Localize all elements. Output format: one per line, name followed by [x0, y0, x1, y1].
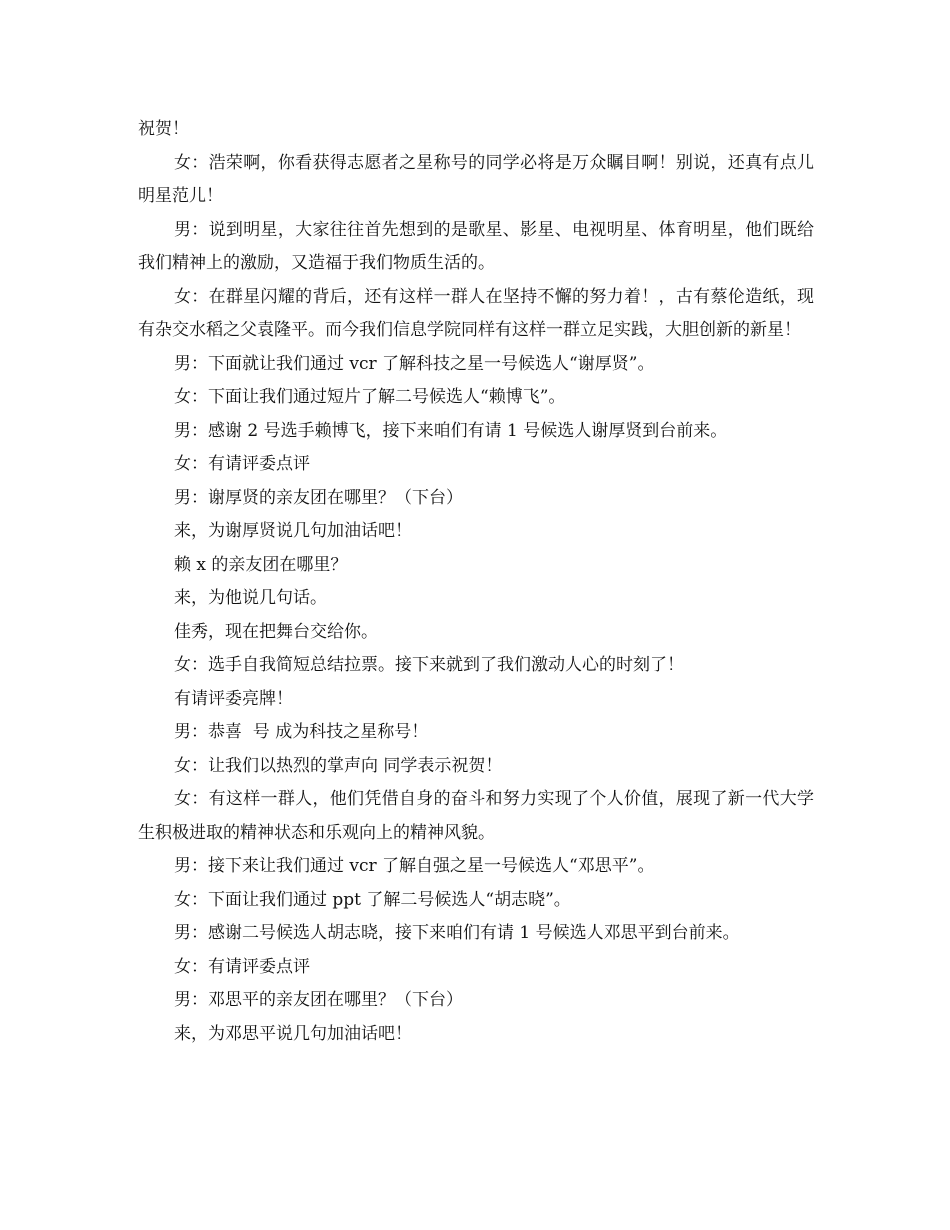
paragraph: 有请评委亮牌！: [174, 688, 293, 709]
paragraph: 男：感谢 2 号选手赖博飞，接下来咱们有请 1 号候选人谢厚贤到台前来。: [174, 420, 728, 441]
document-body: [138, 113, 814, 1051]
paragraph: 女：浩荣啊，你看获得志愿者之星称号的同学必将是万众瞩目啊！别说，还真有点儿明星范儿！: [138, 152, 814, 206]
paragraph: 来，为他说几句话。: [174, 588, 327, 608]
paragraph: 来，为邓思平说几句加油话吧！: [174, 1023, 412, 1044]
paragraph: 男：邓思平的亲友团在哪里？（下台）: [174, 990, 463, 1010]
paragraph: 男：恭喜 号 成为科技之星称号！: [174, 722, 429, 742]
paragraph: 女：下面让我们通过 ppt 了解二号候选人“胡志晓”。: [174, 889, 571, 910]
paragraph: 女：下面让我们通过短片了解二号候选人“赖博飞”。: [174, 387, 566, 407]
paragraph: 男：感谢二号候选人胡志晓，接下来咱们有请 1 号候选人邓思平到台前来。: [174, 923, 740, 943]
paragraph: 女：有请评委点评: [174, 956, 310, 977]
paragraph: 赖 x 的亲友团在哪里？: [174, 554, 348, 575]
paragraph: 男：说到明星，大家往往首先想到的是歌星、影星、电视明星、体育明星，他们既给我们精神上的激励，又造福于我们物质生活的。: [138, 219, 814, 273]
paragraph: 女：有请评委点评: [174, 454, 310, 474]
paragraph: 男：下面就让我们通过 vcr 了解科技之星一号候选人“谢厚贤”。: [174, 353, 655, 374]
paragraph: 来，为谢厚贤说几句加油话吧！: [174, 521, 412, 541]
paragraph: 佳秀，现在把舞台交给你。: [174, 621, 378, 642]
paragraph: 男：接下来让我们通过 vcr 了解自强之星一号候选人“邓思平”。: [174, 856, 655, 876]
paragraph: 女：让我们以热烈的掌声向 同学表示祝贺！: [174, 755, 503, 776]
paragraph: 女：有这样一群人，他们凭借自身的奋斗和努力实现了个人价值，展现了新一代大学生积极进取的精神状态和乐观向上的精神风貌。: [138, 789, 814, 843]
paragraph: 男：谢厚贤的亲友团在哪里？（下台）: [174, 487, 463, 508]
paragraph: 祝贺！: [138, 119, 189, 139]
paragraph: 女：选手自我简短总结拉票。接下来就到了我们激动人心的时刻了！: [174, 655, 684, 675]
paragraph: 女：在群星闪耀的背后，还有这样一群人在坚持不懈的努力着！，古有蔡伦造纸，现有杂交水稻之父袁隆平。而今我们信息学院同样有这样一群立足实践，大胆创新的新星！: [138, 286, 814, 340]
